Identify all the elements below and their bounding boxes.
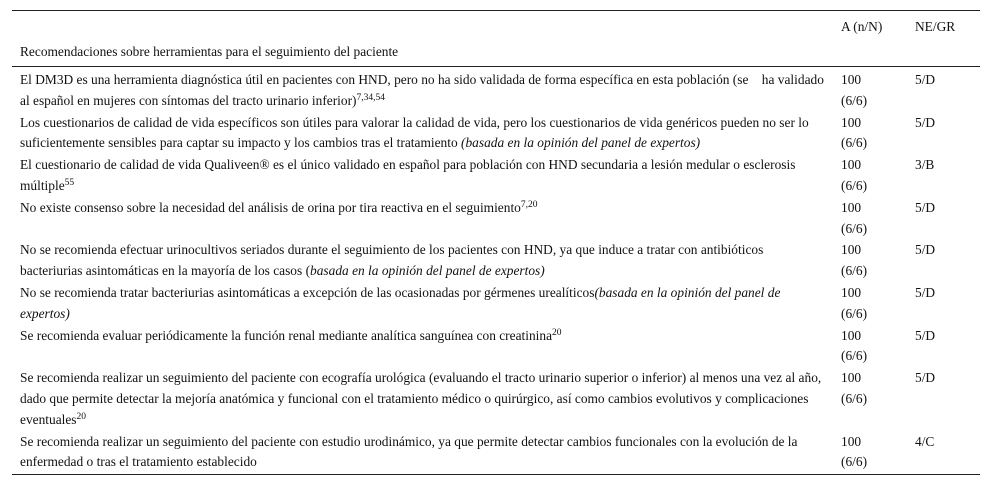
agreement-fraction: (6/6) (841, 220, 868, 236)
recommendation-text: No existe consenso sobre la necesidad del análisis de orina por tira reactiva en el seguimiento (20, 199, 521, 215)
agreement-percent: 100 (841, 284, 862, 300)
level-cell: 3/B (915, 157, 935, 173)
recommendation-cell (12, 155, 833, 198)
level-cell: 5/D (915, 284, 936, 300)
agreement-cell (833, 368, 907, 431)
table-header (12, 11, 980, 67)
recommendation-text: No se recomienda efectuar urinocultivos seriados durante el seguimiento de los pacientes con HND, ya que induce a tratar con antibióticos bacteriurias asintomáticas en la mayoría de los casos ( (20, 242, 764, 279)
level-cell: 5/D (915, 199, 936, 215)
recommendations-table (12, 10, 980, 475)
header-row (12, 11, 980, 67)
agreement-fraction: (6/6) (841, 348, 868, 364)
reference-superscript: 7,34,54 (356, 92, 386, 103)
recommendations-table-container (12, 10, 980, 475)
table-row (12, 155, 980, 198)
agreement-percent: 100 (841, 433, 862, 449)
header-agreement: A (n/N) (841, 19, 883, 34)
header-level: NE/GR (915, 19, 956, 34)
level-cell: 5/D (915, 242, 936, 258)
agreement-cell (833, 432, 907, 475)
agreement-cell (833, 326, 907, 369)
level-cell: 5/D (915, 114, 936, 130)
agreement-fraction: (6/6) (841, 390, 868, 406)
level-cell: 4/C (915, 433, 935, 449)
recommendation-text: El cuestionario de calidad de vida Qualiveen® es el único validado en español para población con HND secundaria a lesión medular o esclerosis múltiple (20, 157, 796, 193)
agreement-percent: 100 (841, 370, 862, 386)
agreement-percent: 100 (841, 72, 862, 87)
table-body (12, 67, 980, 475)
agreement-cell (833, 240, 907, 283)
recommendation-text: Los cuestionarios de calidad de vida específicos son útiles para valorar la calidad de vida, pero los cuestionarios de vida genéricos pueden no ser lo suficientemente sensibles para captar su impacto y los cambios tras el tratamiento (20, 114, 809, 151)
recommendation-cell (12, 240, 833, 283)
recommendation-text: Se recomienda realizar un seguimiento del paciente con ecografía urológica (evaluando el tracto urinario superior o inferior) al menos una vez al año, dado que permite detectar la mejoría anatómica y funcional con el tratamiento médico o quirúrgico, así como cambios evolutivos y complicaciones eventuales (20, 370, 822, 427)
recommendation-text: Se recomienda realizar un seguimiento del paciente con estudio urodinámico, ya que permite detectar cambios funcionales con la evolución de la enfermedad o tras el tratamiento establecido (20, 433, 798, 470)
agreement-percent: 100 (841, 242, 862, 258)
agreement-cell (833, 198, 907, 241)
table-row (12, 432, 980, 475)
table-row (12, 198, 980, 241)
agreement-cell (833, 283, 907, 326)
expert-opinion-note: (basada en la opinión del panel de expertos) (461, 135, 701, 151)
reference-superscript: 55 (64, 177, 75, 188)
agreement-fraction: (6/6) (841, 454, 868, 470)
expert-opinion-note: (basada en la opinión del panel de expertos) (20, 284, 781, 321)
level-cell: 5/D (915, 370, 936, 386)
reference-superscript: 20 (552, 327, 562, 338)
table-row (12, 240, 980, 283)
level-cell: 5/D (915, 72, 936, 87)
table-row (12, 368, 980, 431)
agreement-fraction: (6/6) (841, 135, 868, 151)
recommendation-text: No se recomienda tratar bacteriurias asintomáticas a excepción de las ocasionadas por gérmenes urealíticos (20, 284, 595, 300)
header-recommendations: Recomendaciones sobre herramientas para el seguimiento del paciente (20, 44, 399, 60)
reference-superscript: 20 (76, 411, 87, 422)
recommendation-cell (12, 113, 833, 156)
recommendation-cell (12, 368, 833, 431)
expert-opinion-note: basada en la opinión del panel de expertos) (310, 263, 545, 279)
table-row (12, 67, 980, 113)
table-row (12, 283, 980, 326)
agreement-fraction: (6/6) (841, 263, 868, 279)
recommendation-cell (12, 432, 833, 475)
agreement-percent: 100 (841, 114, 862, 130)
recommendation-cell (12, 198, 833, 241)
agreement-percent: 100 (841, 327, 862, 343)
agreement-percent: 100 (841, 199, 862, 215)
reference-superscript: 7,20 (520, 199, 538, 210)
agreement-fraction: (6/6) (841, 305, 868, 321)
recommendation-cell (12, 326, 833, 369)
table-row (12, 113, 980, 156)
recommendation-cell (12, 67, 833, 113)
agreement-cell (833, 67, 907, 113)
recommendation-text: Se recomienda evaluar periódicamente la función renal mediante analítica sanguínea con creatinina (20, 327, 553, 343)
table-row (12, 326, 980, 369)
agreement-fraction: (6/6) (841, 92, 868, 108)
agreement-fraction: (6/6) (841, 177, 868, 193)
level-cell: 5/D (915, 327, 936, 343)
agreement-cell (833, 113, 907, 156)
agreement-cell (833, 155, 907, 198)
agreement-percent: 100 (841, 157, 862, 173)
recommendation-text: El DM3D es una herramienta diagnóstica útil en pacientes con HND, pero no ha sido validada de forma específica en esta población (se ha validado al español en mujeres con síntomas del tracto urinario inferior) (20, 72, 824, 108)
recommendation-cell (12, 283, 833, 326)
